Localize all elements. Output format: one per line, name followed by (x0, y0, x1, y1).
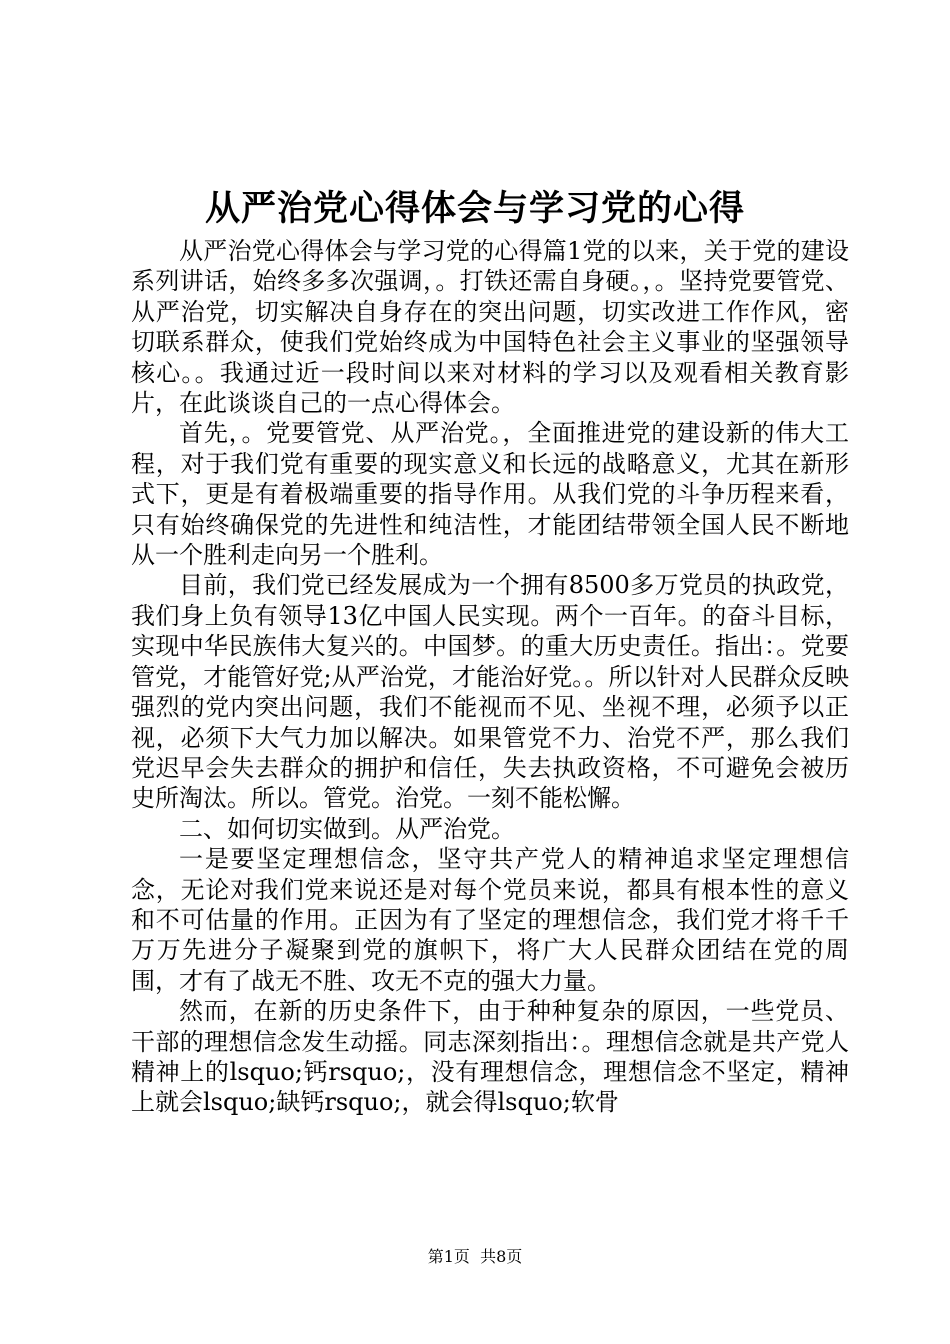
paragraph-4: 二、如何切实做到。从严治党。 (179, 814, 515, 843)
paragraph-1: 从严治党心得体会与学习党的心得篇1党的以来，关于党的建设系列讲话，始终多多次强调，。打铁还需自身硬。，。坚持党要管党、从严治党，切实解决自身存在的突出问题，切实改进工作作风，密切联系群众，使我们党始终成为中国特色社会主义事业的坚强领导核心。。我通过近一段时间以来对材料的学习以及观看相关教育影片，在此谈谈自己的一点心得体会。 (131, 237, 849, 418)
document-body (131, 236, 849, 1118)
paragraph-3: 目前，我们党已经发展成为一个拥有8500多万党员的执政党，我们身上负有领导13亿中国人民实现。两个一百年。的奋斗目标，实现中华民族伟大复兴的。中国梦。的重大历史责任。指出：。党要管党，才能管好党;从严治党，才能治好党。。所以针对人民群众反映强烈的党内突出问题，我们不能视而不见、坐视不理，必须予以正视，必须下大气力加以解决。如果管党不力、治党不严，那么我们党迟早会失去群众的拥护和信任，失去执政资格，不可避免会被历史所淘汰。所以。管党。治党。一刻不能松懈。 (131, 571, 849, 813)
page-number-footer: 第1页 共8页 (427, 1247, 523, 1266)
paragraph-2: 首先，。党要管党、从严治党。，全面推进党的建设新的伟大工程，对于我们党有重要的现实意义和长远的战略意义，尤其在新形式下，更是有着极端重要的指导作用。从我们党的斗争历程来看，只有始终确保党的先进性和纯洁性，才能团结带领全国人民不断地从一个胜利走向另一个胜利。 (131, 419, 849, 570)
paragraph-5: 一是要坚定理想信念，坚守共产党人的精神追求坚定理想信念，无论对我们党来说还是对每个党员来说，都具有根本性的意义和不可估量的作用。正因为有了坚定的理想信念，我们党才将千千万万先进分子凝聚到党的旗帜下，将广大人民群众团结在党的周围，才有了战无不胜、攻无不克的强大力量。 (131, 845, 849, 995)
paragraph-6: 然而，在新的历史条件下，由于种种复杂的原因，一些党员、干部的理想信念发生动摇。同志深刻指出：。理想信念就是共产党人精神上的lsquo;钙rsquo;，没有理想信念，理想信念不坚定，精神上就会lsquo;缺钙rsquo;，就会得lsquo;软骨 (131, 997, 849, 1117)
document-title: 从严治党心得体会与学习党的心得 (204, 188, 745, 229)
